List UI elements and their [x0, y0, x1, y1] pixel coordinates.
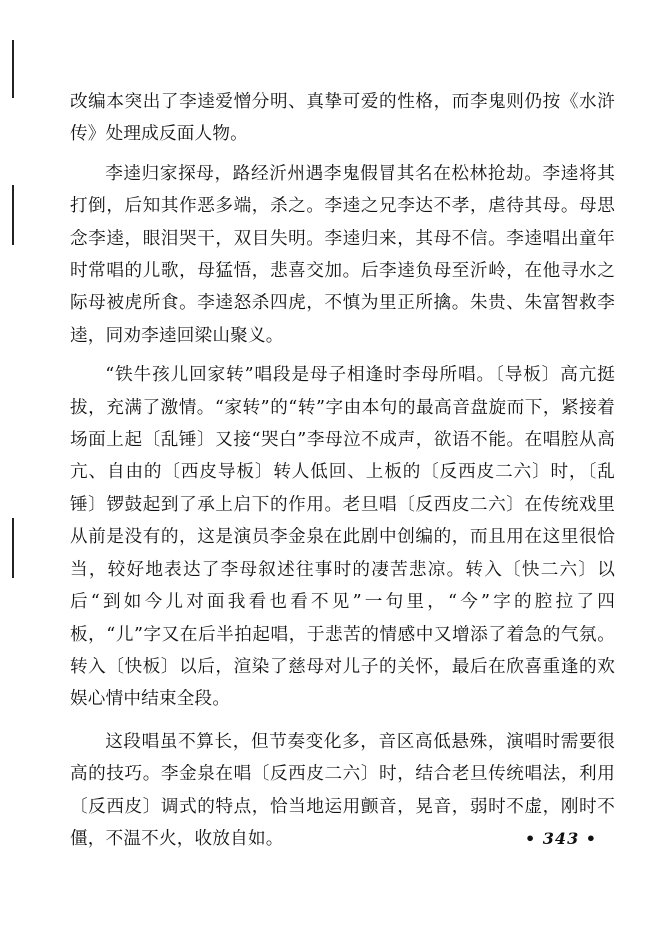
margin-rule	[12, 40, 14, 98]
margin-rule	[12, 185, 14, 245]
page-body	[70, 86, 615, 855]
paragraph-aria-analysis: “铁牛孩儿回家转”唱段是母子相逢时李母所唱。〔导板〕高亢挺拔，充满了激情。“家转”的“转”字由本句的最高音盘旋而下，紧接着场面上起〔乱锤〕又接“哭白”李母泣不成声，欲语不能。在唱腔从高亢、自由的〔西皮导板〕转人低回、上板的〔反西皮二六〕时，〔乱锤〕锣鼓起到了承上启下的作用。老旦唱〔反西皮二六〕在传统戏里从前是没有的，这是演员李金泉在此剧中创编的，而且用在这里很恰当，较好地表达了李母叙述往事时的凄苦悲凉。转入〔快二六〕以后“到如今儿对面我看也看不见”一句里，“今”字的腔拉了四板，“儿”字又在后半拍起唱，于悲苦的情感中又增添了着急的气氛。转入〔快板〕以后，渲染了慈母对儿子的关怀，最后在欣喜重逢的欢娱心情中结束全段。	[70, 365, 615, 710]
paragraph-plot: 李逵归家探母，路经沂州遇李鬼假冒其名在松林抢劫。李逵将其打倒，后知其作恶多端，杀之。李逵之兄李达不孝，虐待其母。母思念李逵，眼泪哭干，双目失明。李逵归来，其母不信。李逵唱出童年时常唱的儿歌，母猛悟，悲喜交加。后李逵负母至沂岭，在他寻水之际母被虎所食。李逵怒杀四虎，不慎为里正所擒。朱贵、朱富智救李逵，同劝李逵回梁山聚义。	[70, 163, 615, 346]
page-number: • 343 •	[525, 829, 597, 848]
margin-rule	[12, 518, 14, 578]
paragraph-technique: 这段唱虽不算长，但节奏变化多，音区高低悬殊，演唱时需要很高的技巧。李金泉在唱〔反西皮二六〕时，结合老旦传统唱法，利用〔反西皮〕调式的特点，恰当地运用颤音，晃音，弱时不虚，刚时不僵，不温不火，收放自如。	[70, 731, 615, 849]
paragraph-intro: 改编本突出了李逵爱憎分明、真挚可爱的性格，而李鬼则仍按《水浒传》处理成反面人物。	[70, 92, 615, 145]
